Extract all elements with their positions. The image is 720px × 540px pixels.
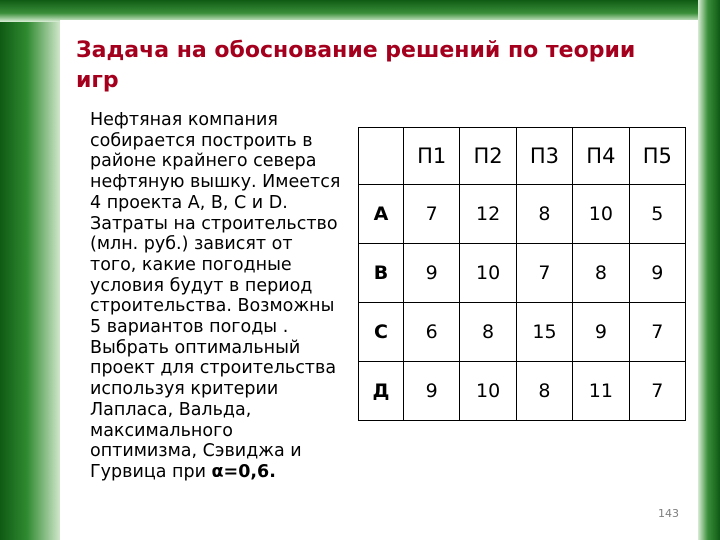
- header-p4: П4: [573, 128, 629, 185]
- table-cell: 5: [629, 185, 685, 244]
- table-cell: 10: [460, 362, 516, 421]
- table-cell: 8: [573, 244, 629, 303]
- table-cell: 9: [573, 303, 629, 362]
- table-cell: 7: [629, 362, 685, 421]
- table-cell: 7: [629, 303, 685, 362]
- table-header-row: [359, 128, 686, 185]
- header-p5: П5: [629, 128, 685, 185]
- row-label: С: [359, 303, 404, 362]
- table-cell: 8: [516, 185, 572, 244]
- table-cell: 15: [516, 303, 572, 362]
- table-cell: 7: [404, 185, 460, 244]
- table-cell: 9: [404, 244, 460, 303]
- table-row: [359, 303, 686, 362]
- alpha-value: α=0,6.: [211, 461, 276, 482]
- frame-top-border: [0, 0, 720, 22]
- table-cell: 9: [404, 362, 460, 421]
- row-label: В: [359, 244, 404, 303]
- header-p2: П2: [460, 128, 516, 185]
- slide-canvas: [60, 20, 698, 540]
- frame-right-border: [698, 0, 720, 540]
- table-row: [359, 244, 686, 303]
- page-number: 143: [658, 507, 679, 520]
- table-cell: 8: [460, 303, 516, 362]
- table-row: [359, 362, 686, 421]
- table-cell: 11: [573, 362, 629, 421]
- table-cell: 6: [404, 303, 460, 362]
- row-label: А: [359, 185, 404, 244]
- table-row: [359, 185, 686, 244]
- table-cell: 9: [629, 244, 685, 303]
- slide-title: Задача на обоснование решений по теории игр: [76, 38, 636, 93]
- header-p3: П3: [516, 128, 572, 185]
- table-cell: 10: [573, 185, 629, 244]
- table-cell: 7: [516, 244, 572, 303]
- header-p1: П1: [404, 128, 460, 185]
- table-cell: 12: [460, 185, 516, 244]
- row-label: Д: [359, 362, 404, 421]
- frame-left-border: [0, 0, 60, 540]
- payoff-table: [358, 127, 686, 421]
- table-cell: 8: [516, 362, 572, 421]
- table-corner-cell: [359, 128, 404, 185]
- problem-text: Нефтяная компания собирается построить в районе крайнего севера нефтяную вышку. Имеется 4 проекта А, В, С и D. Затраты на строительство (млн. руб.) зависят от того, какие погодные условия будут в период строительства. Возможны 5 вариантов погоды . Выбрать оптимальный проект для строительства используя критерии Лапласа, Вальда, максимального оптимизма, Сэвиджа и Гурвица при: [90, 110, 341, 482]
- problem-statement: [90, 110, 342, 483]
- table-cell: 10: [460, 244, 516, 303]
